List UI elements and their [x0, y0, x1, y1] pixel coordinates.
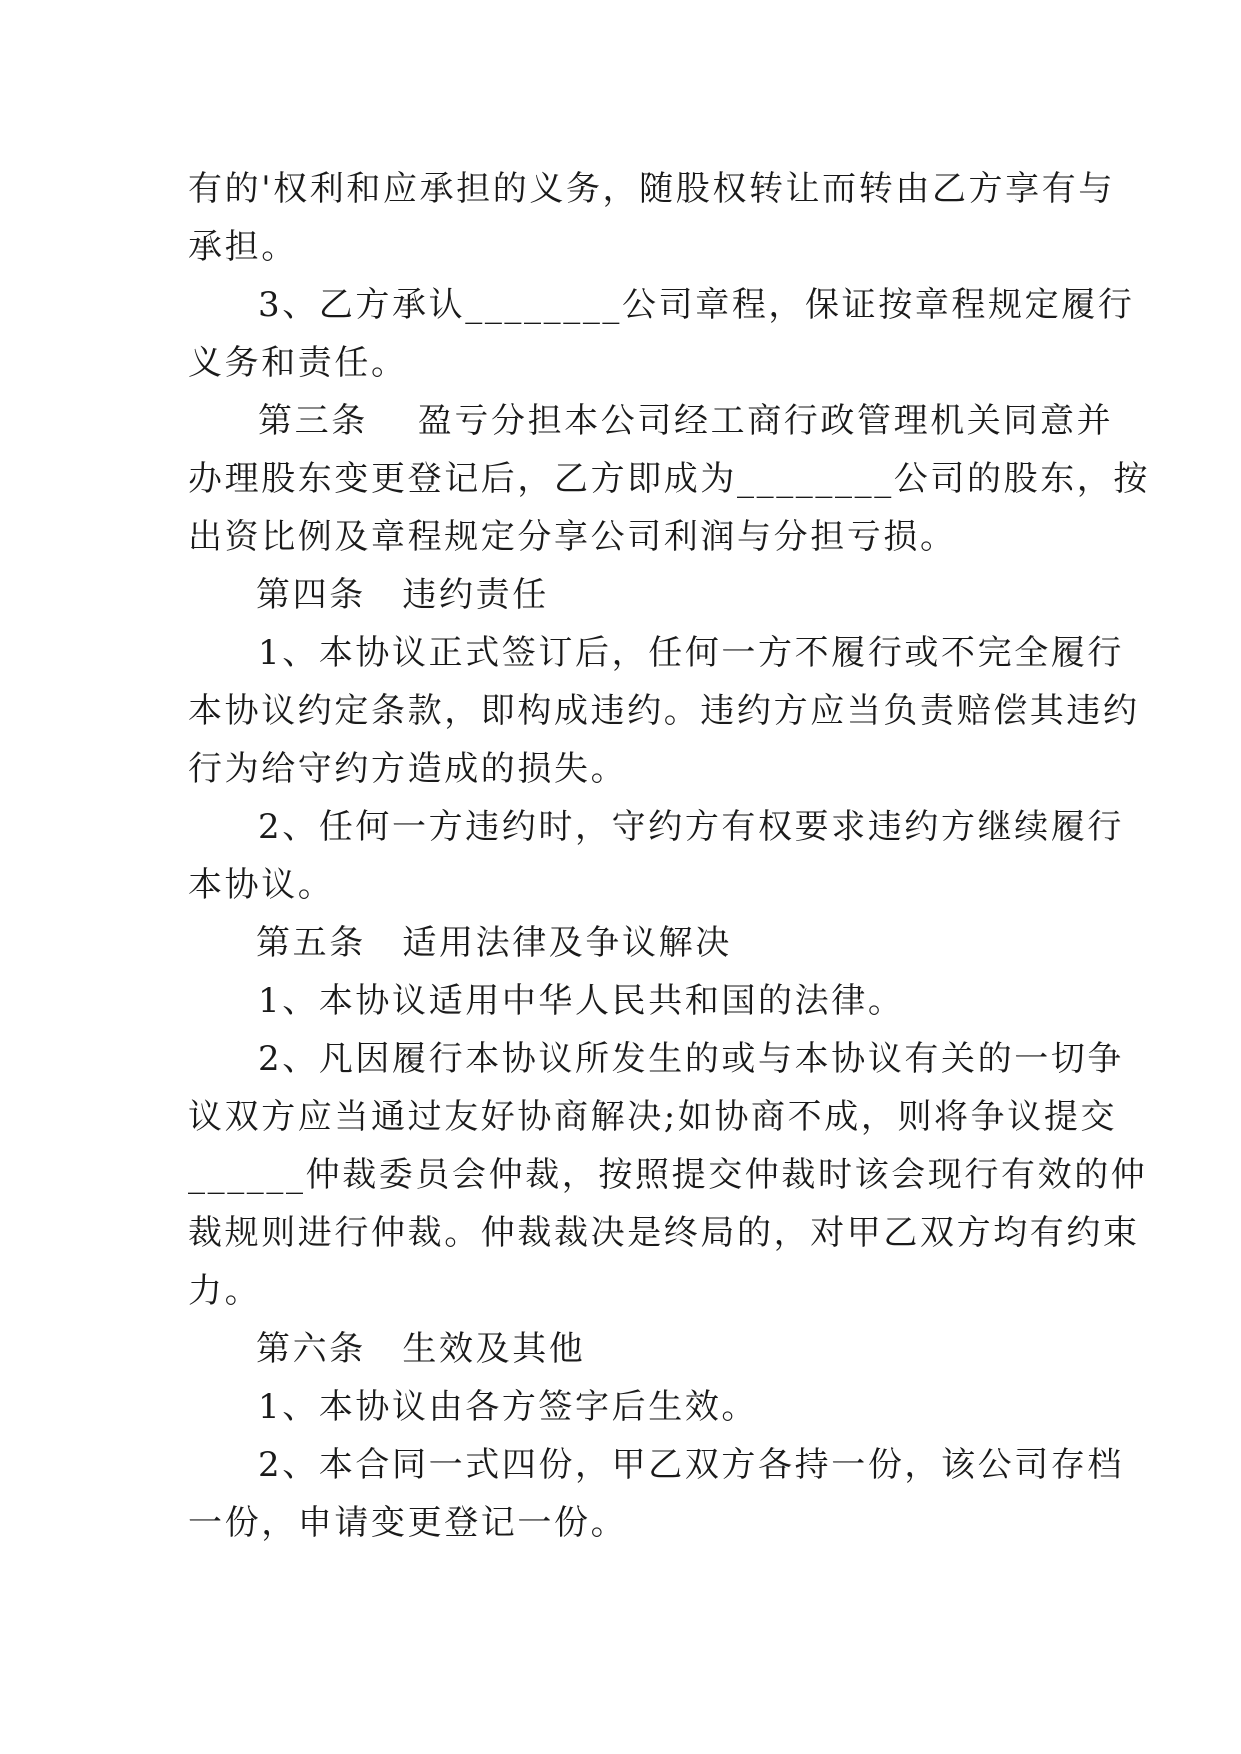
clause-3-line: 3、乙方承认________公司章程，保证按章程规定履行	[258, 285, 1135, 325]
text-line: 本协议。	[188, 865, 335, 905]
text-line: 义务和责任。	[188, 343, 408, 383]
clause-line: 1、本协议由各方签字后生效。	[258, 1387, 759, 1427]
text-line: 裁规则进行仲裁。仲裁裁决是终局的，对甲乙双方均有约束	[188, 1213, 1140, 1253]
clause-line: 2、本合同一式四份，甲乙双方各持一份，该公司存档	[258, 1445, 1125, 1485]
text-line: 办理股东变更登记后，乙方即成为________公司的股东，按	[188, 459, 1150, 499]
text-line: 议双方应当通过友好协商解决;如协商不成，则将争议提交	[188, 1097, 1118, 1137]
text-line: 承担。	[188, 227, 298, 267]
article-4-heading: 第四条 违约责任	[256, 575, 549, 615]
text-line: 有的'权利和应承担的义务，随股权转让而转由乙方享有与	[188, 169, 1115, 209]
article-5-heading: 第五条 适用法律及争议解决	[256, 923, 732, 963]
document-body	[188, 160, 1150, 1552]
text-line: 出资比例及章程规定分享公司利润与分担亏损。	[188, 517, 957, 557]
article-6-heading: 第六条 生效及其他	[256, 1329, 586, 1369]
text-line: 一份，申请变更登记一份。	[188, 1503, 628, 1543]
clause-line: 2、凡因履行本协议所发生的或与本协议有关的一切争	[258, 1039, 1125, 1079]
clause-line: 1、本协议正式签订后，任何一方不履行或不完全履行	[258, 633, 1125, 673]
text-line: 力。	[188, 1271, 262, 1311]
text-line: ______仲裁委员会仲裁，按照提交仲裁时该会现行有效的仲	[188, 1155, 1148, 1195]
article-3-heading: 第三条 盈亏分担本公司经工商行政管理机关同意并	[258, 401, 1114, 441]
text-line: 行为给守约方造成的损失。	[188, 749, 628, 789]
text-line: 本协议约定条款，即构成违约。违约方应当负责赔偿其违约	[188, 691, 1140, 731]
clause-line: 2、任何一方违约时，守约方有权要求违约方继续履行	[258, 807, 1125, 847]
clause-line: 1、本协议适用中华人民共和国的法律。	[258, 981, 905, 1021]
